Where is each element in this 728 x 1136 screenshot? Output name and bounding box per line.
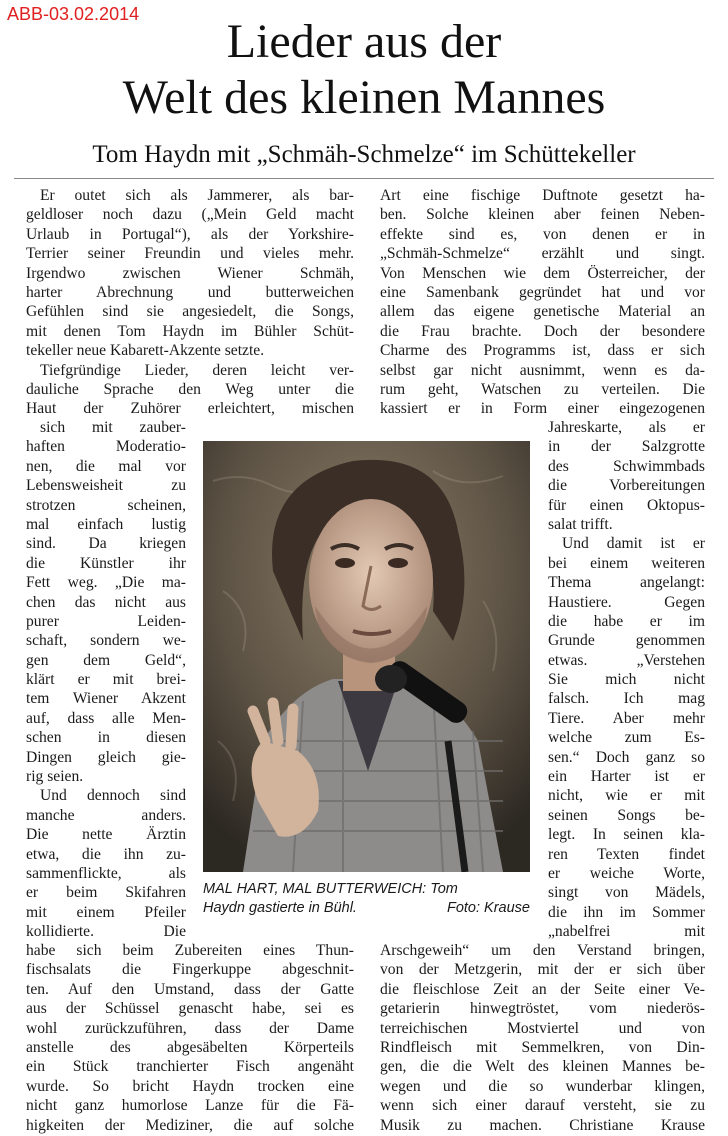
article-line: strotzen scheinen,	[26, 496, 186, 514]
article-line: dauliche Sprache den Weg unter die	[26, 380, 354, 398]
article-line: Musik zu machen. Christiane Krause	[380, 1116, 705, 1134]
article-line: ben. Solche kleinen aber feinen Neben-	[380, 206, 705, 224]
article-line: Sie mich nicht	[548, 671, 705, 689]
article-line: schen in diesen	[26, 729, 186, 747]
article-line: „nabelfrei mit	[548, 923, 705, 941]
headline-line-1: Lieder aus der	[226, 15, 502, 68]
article-column-right-bottom	[380, 941, 705, 1135]
article-line: harter Abrechnung und butterweichen	[26, 283, 354, 301]
article-line: getarierin hinwegtröstet, vom niederös-	[380, 1000, 705, 1018]
article-line: fischsalats die Fingerkuppe abgeschnit-	[26, 961, 354, 979]
article-line: Lebensweisheit zu	[26, 477, 186, 495]
article-line: klärt er mit brei-	[26, 671, 186, 689]
article-line: chen das nicht aus	[26, 593, 186, 611]
portrait-photo-icon	[203, 441, 530, 872]
article-line: gen, die die Welt des kleinen Mannes be-	[380, 1058, 705, 1076]
article-line: Jahreskarte, als er	[548, 419, 705, 436]
article-line: anstelle des abgesäbelten Körperteils	[26, 1038, 354, 1056]
article-line: für einen Oktopus-	[548, 496, 705, 514]
article-line: des Schwimmbads	[548, 457, 705, 475]
article-photo	[203, 441, 530, 872]
article-line: allem das eigene genetische Material an	[380, 303, 705, 321]
article-line: singt von Mädels,	[548, 884, 705, 902]
article-line: nicht, wie er mit	[548, 787, 705, 805]
article-line: er weiche Worte,	[548, 864, 705, 882]
article-line: falsch. Ich mag	[548, 690, 705, 708]
article-line: Und dennoch sind	[40, 787, 186, 805]
article-line: Die nette Ärztin	[26, 826, 186, 844]
article-column-right-top	[380, 186, 705, 419]
article-line: welche zum Es-	[548, 729, 705, 747]
article-line: terreichischen Mostviertel und von	[380, 1019, 705, 1037]
article-line: rig seien.	[26, 768, 84, 786]
article-line: die Frau brachte. Doch der besondere	[380, 322, 705, 340]
article-line: tekeller neue Kabarett-Akzente setzte.	[26, 342, 265, 360]
article-line: etwas. „Verstehen	[548, 651, 705, 669]
article-line: Haut der Zuhörer erleichtert, mischen	[26, 400, 354, 418]
article-line: wenn sich einer darauf versteht, sie zu	[380, 1097, 705, 1115]
article-line: sind. Da kriegen	[26, 535, 186, 553]
article-line: gen dem Geld“,	[26, 651, 186, 669]
article-line: salat trifft.	[548, 515, 613, 533]
article-line: geldloser noch dazu („Mein Geld macht	[26, 206, 354, 224]
article-line: Charme des Programms ist, dass er sich	[380, 342, 705, 360]
article-line: manche anders.	[26, 806, 186, 824]
article-line: sich mit zauber-	[40, 419, 186, 436]
article-line: selbst gar nicht ausnimmt, wenn es da-	[380, 361, 705, 379]
article-column-right-narrow	[548, 418, 705, 942]
article-line: ein Harter ist er	[548, 768, 705, 786]
article-line: die Vorbereitungen	[548, 477, 705, 495]
article-line: Tiefgründige Lieder, deren leicht ver-	[40, 361, 354, 379]
article-line: higkeiten der Mediziner, die auf solche	[26, 1116, 354, 1134]
article-line: eine Samenbank gegründet hat und vor	[380, 283, 705, 301]
article-line: seinen Songs be-	[548, 806, 705, 824]
article-line: bei einem weiteren	[548, 554, 705, 572]
article-column-left-bottom	[26, 941, 354, 1135]
article-line: etwa, die ihn zu-	[26, 845, 186, 863]
article-line: kollidierte. Die	[26, 923, 186, 941]
article-line: purer Leiden-	[26, 612, 186, 630]
caption-text-line-1: MAL HART, MAL BUTTERWEICH: Tom	[203, 881, 458, 897]
article-line: tem Wiener Akzent	[26, 690, 186, 708]
article-line: Arschgeweih“ um den Verstand bringen,	[380, 942, 705, 959]
article-line: die fleischlose Zeit an der Seite einer Ve-	[380, 980, 705, 998]
article-line: effekte sind es, von denen er in	[380, 225, 705, 243]
article-line: aus der Schüssel genascht habe, sei es	[26, 1000, 354, 1018]
headline-line-2: Welt des kleinen Mannes	[122, 71, 606, 124]
article-line: rum geht, Watschen zu verteilen. Die	[380, 380, 705, 398]
article-line: sammenflickte, als	[26, 864, 186, 882]
article-line: wurde. So bricht Haydn trocken eine	[26, 1077, 354, 1095]
article-line: Urlaub in Portugal“), als der Yorkshire-	[26, 225, 354, 243]
article-line: Haustiere. Gegen	[548, 593, 705, 611]
article-line: nen, die mal vor	[26, 457, 186, 475]
article-line: Tiere. Aber mehr	[548, 709, 705, 727]
article-line: habe sich beim Zubereiten eines Thun-	[26, 942, 354, 959]
article-line: mal einfach lustig	[26, 515, 186, 533]
article-line: Irgendwo zwischen Wiener Schmäh,	[26, 264, 354, 282]
article-line: in der Salzgrotte	[548, 438, 705, 456]
article-line: Und damit ist er	[562, 535, 705, 553]
article-line: von der Metzgerin, mit der er sich über	[380, 961, 705, 979]
photo-credit: Foto: Krause	[446, 900, 530, 916]
article-line: sen.“ Doch ganz so	[548, 748, 705, 766]
article-line: die Künstler ihr	[26, 554, 186, 572]
article-line: Terrier seiner Freundin und vieles mehr.	[26, 245, 354, 263]
article-line: auf, dass alle Men-	[26, 709, 186, 727]
article-line: mit einem Pfeiler	[26, 903, 186, 921]
article-line: die habe er im	[548, 612, 705, 630]
article-line: ein Stück tranchierter Fisch angenäht	[26, 1058, 354, 1076]
article-line: „Schmäh-Schmelze“ erzählt und singt.	[380, 245, 705, 263]
article-line: Dingen gleich gie-	[26, 748, 186, 766]
article-line: Er outet sich als Jammerer, als bar-	[40, 187, 354, 204]
headline	[0, 14, 728, 126]
article-line: wegen und die so wunderbar klingen,	[380, 1077, 705, 1095]
caption-text-line-2: Haydn gastierte in Bühl.	[203, 900, 357, 916]
photo-caption	[203, 880, 530, 918]
article-line: Fett weg. „Die ma-	[26, 574, 186, 592]
subheadline: Tom Haydn mit „Schmäh-Schmelze“ im Schüttekeller	[92, 141, 636, 168]
article-column-left-narrow	[26, 418, 186, 942]
article-line: Rindfleisch mit Semmelkren, von Din-	[380, 1038, 705, 1056]
article-line: nicht ganz humorlose Lanze für die Fä-	[26, 1097, 354, 1115]
article-line: Gefühlen sind sie angesiedelt, die Songs,	[26, 303, 354, 321]
date-stamp: ABB-03.02.2014	[7, 4, 140, 24]
article-line: die ihn im Sommer	[548, 903, 705, 921]
divider	[14, 178, 714, 179]
article-line: wohl zurückzuführen, dass der Dame	[26, 1019, 354, 1037]
article-line: ren Texten findet	[548, 845, 705, 863]
article-line: Thema angelangt:	[548, 574, 705, 592]
article-line: Art eine fischige Duftnote gesetzt ha-	[380, 187, 705, 204]
article-line: schaft, sondern we-	[26, 632, 186, 650]
article-line: Grunde genommen	[548, 632, 705, 650]
article-column-left-top	[26, 186, 354, 419]
article-line: Von Menschen wie dem Österreicher, der	[380, 264, 705, 282]
article-line: ten. Auf den Umstand, dass der Gatte	[26, 980, 354, 998]
article-line: haften Moderatio-	[26, 438, 186, 456]
article-line: legt. In seinen kla-	[548, 826, 705, 844]
article-line: er beim Skifahren	[26, 884, 186, 902]
article-line: mit denen Tom Haydn im Bühler Schüt-	[26, 322, 354, 340]
article-line: kassiert er in Form einer eingezogenen	[380, 400, 705, 418]
